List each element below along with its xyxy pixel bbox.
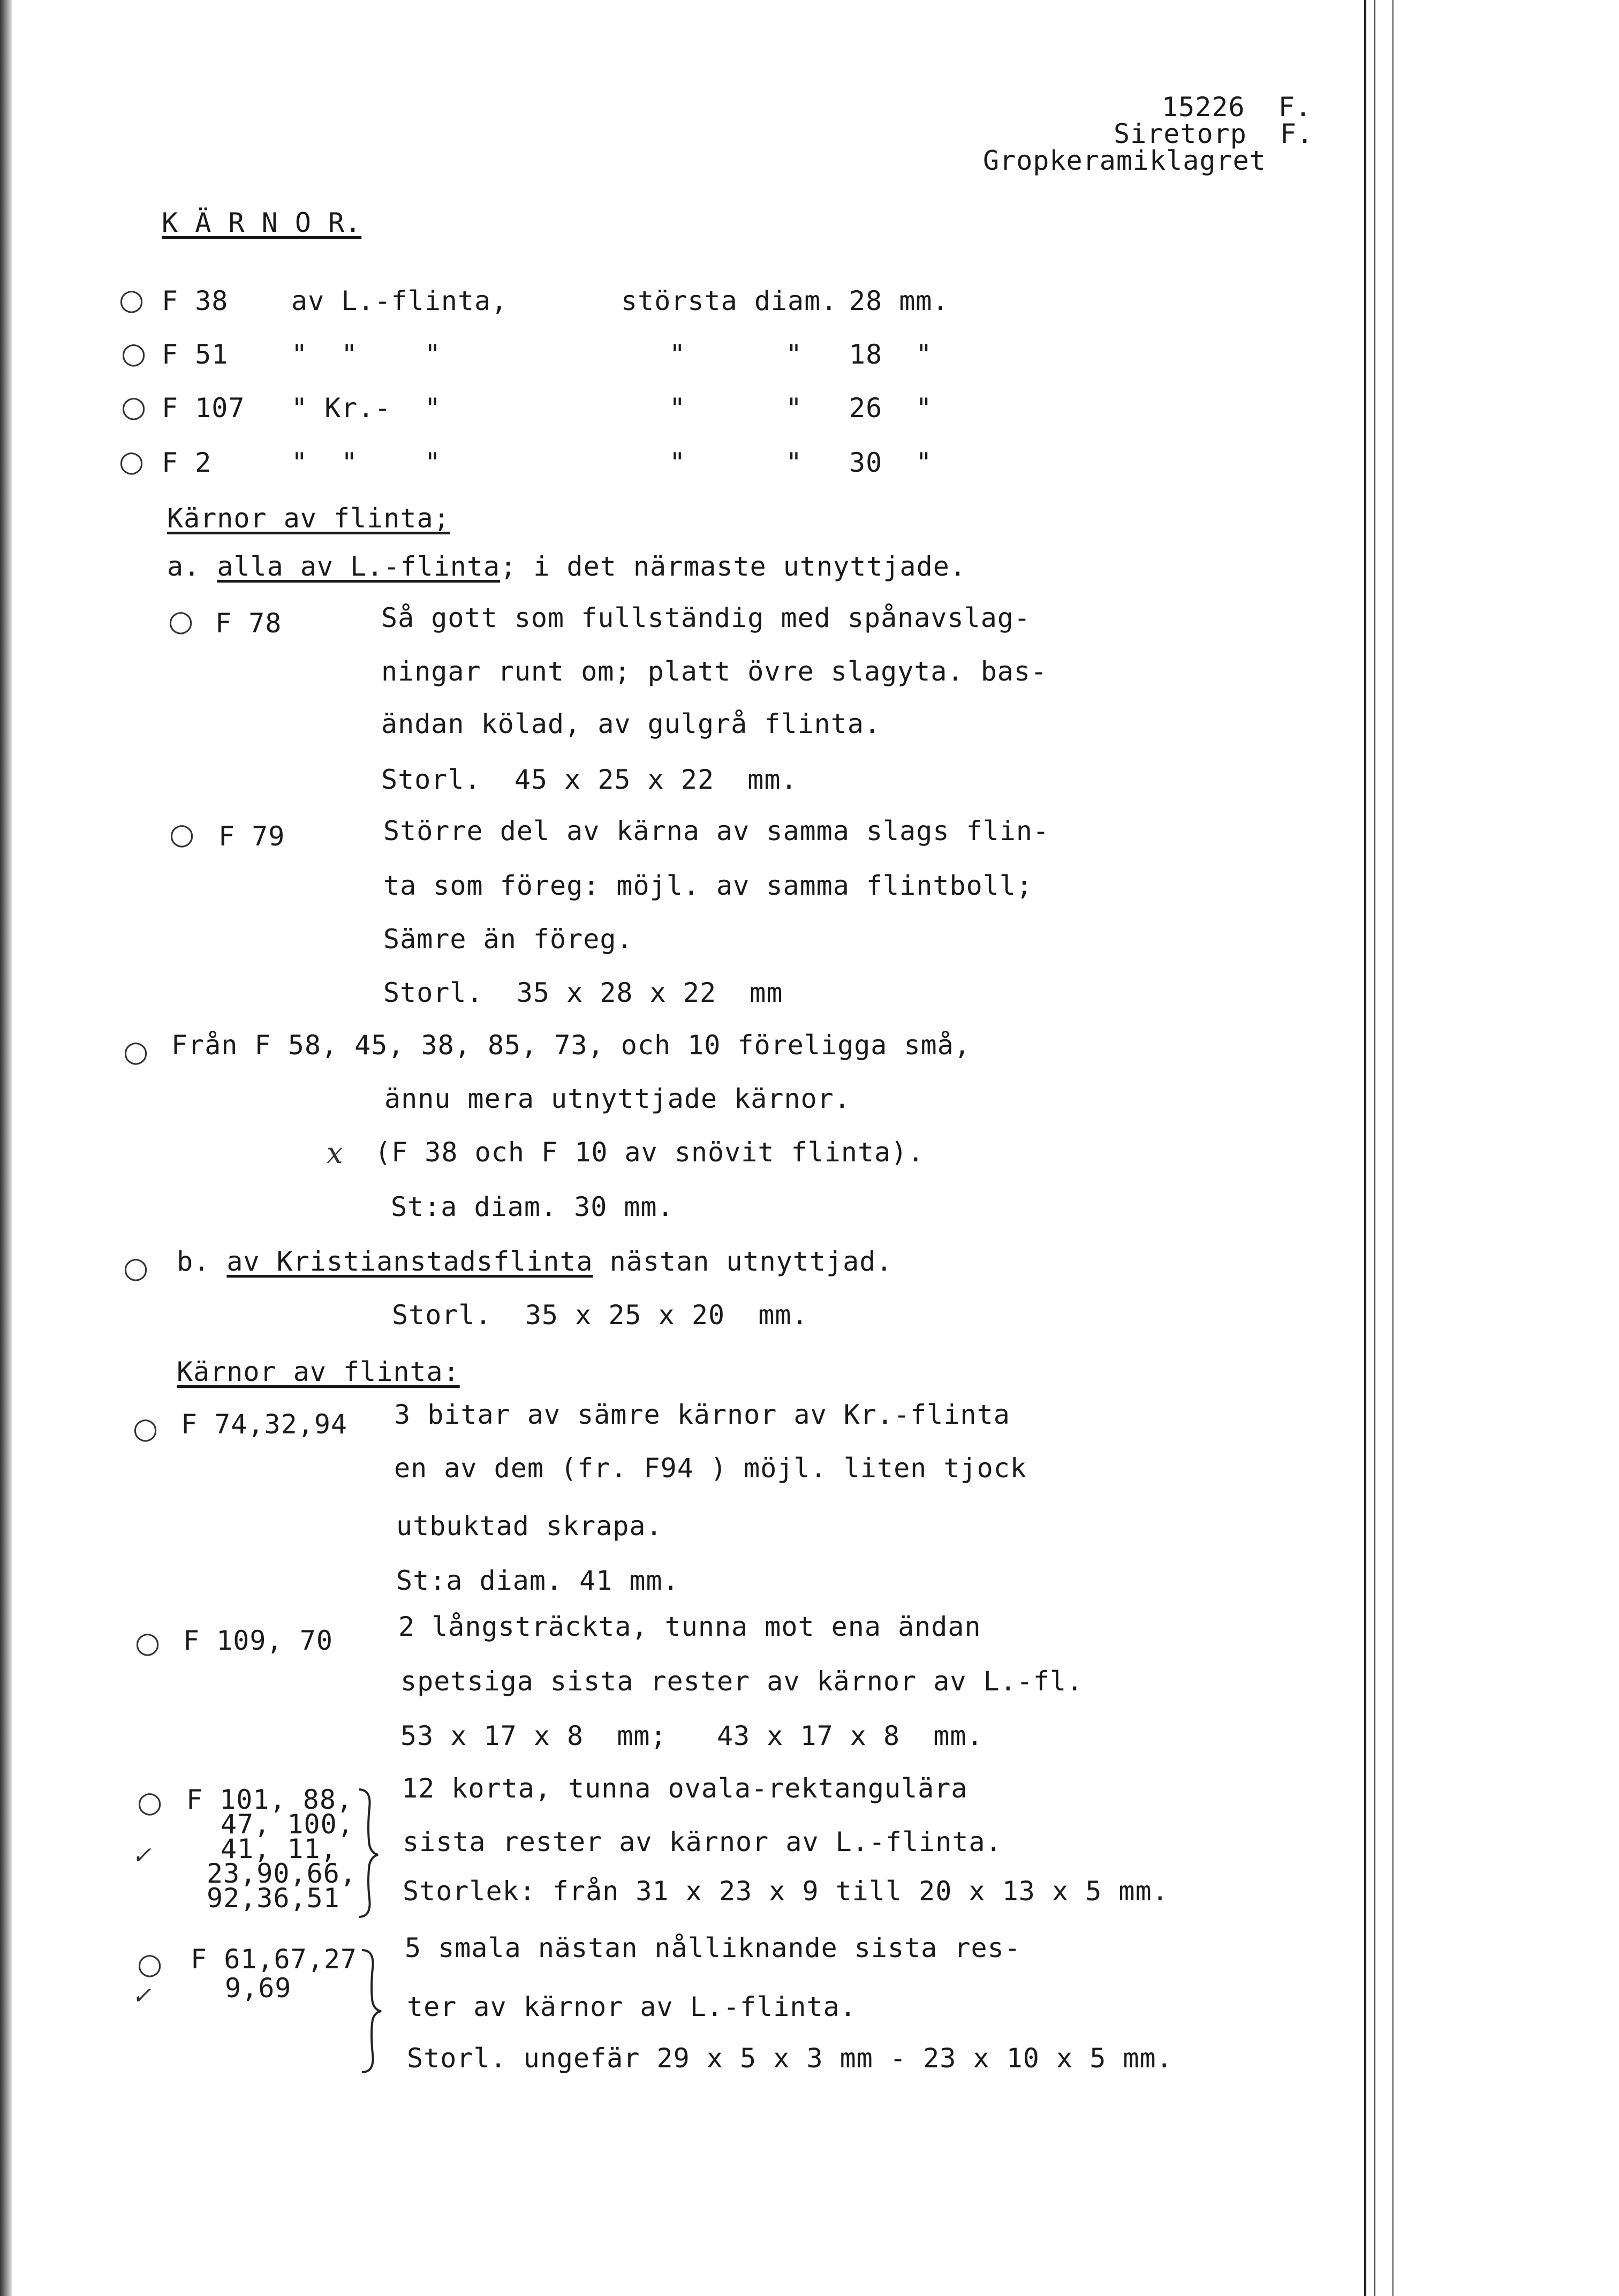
category-b-note: nästan utnyttjad. (593, 1246, 893, 1277)
core-measure-label: " " (669, 447, 803, 478)
item-description-line: 5 smala nästan nålliknande sista res- (405, 1932, 1021, 1963)
check-circle-icon: ○ (133, 1411, 158, 1445)
check-circle-icon: ○ (135, 1626, 161, 1659)
catalog-number: 15226 F. (1162, 92, 1312, 123)
item-description-line: ännu mera utnyttjade kärnor. (384, 1083, 851, 1114)
core-id: F 107 (162, 392, 245, 424)
item-size: Storlek: från 31 x 23 x 9 till 20 x 13 x 5 mm. (403, 1876, 1169, 1907)
category-a-note: ; i det närmaste utnyttjade. (500, 551, 966, 582)
item-description-line: spetsiga sista rester av kärnor av L.-fl. (400, 1666, 1084, 1697)
item-description-line: Sämre än föreg. (383, 924, 633, 955)
item-id: F 78 (215, 608, 282, 639)
site-name: Siretorp F. (1114, 118, 1314, 149)
check-circle-icon: ○ (137, 1785, 163, 1819)
core-measure-label: " " (669, 392, 803, 424)
item-size: Storl. ungefär 29 x 5 x 3 mm - 23 x 10 x 5 mm. (407, 2043, 1173, 2074)
item-description-line: utbuktad skrapa. (396, 1510, 663, 1542)
core-material: " Kr.- " (291, 392, 441, 424)
check-circle-icon: ○ (121, 336, 147, 370)
item-id: 9,69 (225, 1973, 292, 2004)
page-edge-line (1374, 0, 1375, 2296)
book-spine-shadow (0, 0, 12, 2296)
core-material: " " " (291, 339, 441, 370)
right-page-margin (1364, 0, 1619, 2296)
core-diameter: 30 " (849, 447, 933, 478)
item-size: St:a diam. 30 mm. (391, 1191, 674, 1222)
core-measure-label: största diam. (621, 285, 838, 316)
item-size: 53 x 17 x 8 mm; 43 x 17 x 8 mm. (400, 1720, 983, 1751)
item-description-line: Från F 58, 45, 38, 85, 73, och 10 föreligga små, (171, 1030, 971, 1061)
core-material: " " " (291, 447, 441, 478)
item-id: F 79 (218, 821, 285, 852)
core-id: F 2 (162, 447, 212, 478)
check-mark-icon: ✓ (132, 1842, 152, 1869)
page-edge-line (1392, 0, 1394, 2296)
item-id: F 74,32,94 (181, 1409, 348, 1440)
core-material: av L.-flinta, (291, 285, 508, 316)
check-circle-icon: ○ (137, 1947, 163, 1981)
item-description-line: ningar runt om; platt övre slagyta. bas- (381, 656, 1048, 687)
check-circle-icon: ○ (168, 604, 194, 638)
category-a-prefix: a. (167, 551, 217, 582)
item-size: Storl. 35 x 25 x 20 mm. (392, 1300, 808, 1331)
subheading: Kärnor av flinta; (167, 503, 450, 534)
check-circle-icon: ○ (169, 817, 195, 851)
item-description-line: Större del av kärna av samma slags flin- (383, 815, 1050, 847)
item-description-line: (F 38 och F 10 av snövit flinta). (375, 1137, 925, 1168)
item-description-line: ändan kölad, av gulgrå flinta. (381, 708, 881, 739)
page-edge-line (1364, 0, 1366, 2296)
item-description-line: ter av kärnor av L.-flinta. (407, 1991, 857, 2022)
curly-brace-icon (357, 1947, 383, 2075)
core-diameter: 18 " (849, 339, 933, 370)
category-a-title: alla av L.-flinta (217, 551, 501, 582)
core-diameter: 26 " (849, 392, 933, 424)
item-description-line: ta som föreg: möjl. av samma flintboll; (383, 870, 1033, 901)
check-circle-icon: ○ (121, 390, 147, 424)
category-a-line (167, 552, 966, 581)
item-size: Storl. 45 x 25 x 22 mm. (381, 764, 798, 795)
core-measure-label: " " (669, 339, 803, 370)
item-description-line: 2 långsträckta, tunna mot ena ändan (398, 1611, 981, 1642)
section-title: K Ä R N O R. (162, 207, 362, 238)
item-size: Storl. 35 x 28 x 22 mm (383, 977, 783, 1008)
curly-brace-icon (353, 1786, 380, 1920)
core-id: F 38 (162, 285, 229, 316)
item-description-line: 12 korta, tunna ovala-rektangulära (402, 1773, 968, 1804)
check-circle-icon: ○ (123, 1034, 149, 1068)
category-b-title: av Kristianstadsflinta (226, 1246, 593, 1277)
cross-mark-icon: x (327, 1136, 343, 1170)
item-id: 41, 11, (221, 1833, 337, 1864)
item-description-line: en av dem (fr. F94 ) möjl. liten tjock (394, 1453, 1027, 1484)
check-circle-icon: ○ (123, 1251, 149, 1285)
core-diameter: 28 mm. (849, 285, 949, 316)
item-description-line: 3 bitar av sämre kärnor av Kr.-flinta (394, 1399, 1010, 1430)
item-id: 23,90,66, (207, 1858, 357, 1889)
item-description-line: sista rester av kärnor av L.-flinta. (403, 1826, 1002, 1857)
check-circle-icon: ○ (119, 444, 145, 478)
item-size: St:a diam. 41 mm. (396, 1565, 679, 1596)
item-id: F 61,67,27 (191, 1944, 358, 1975)
core-id: F 51 (162, 339, 229, 370)
check-mark-icon: ✓ (132, 1982, 152, 2010)
item-id: F 101, 88, (186, 1784, 353, 1815)
check-circle-icon: ○ (119, 283, 145, 316)
item-id: F 109, 70 (183, 1625, 333, 1656)
category-b-prefix: b. (177, 1246, 227, 1277)
category-b-line (177, 1247, 892, 1277)
item-id: 92,36,51 (207, 1883, 340, 1914)
layer-name: Gropkeramiklagret (983, 145, 1266, 176)
item-id: 47, 100, (221, 1809, 354, 1840)
subheading: Kärnor av flinta: (177, 1356, 460, 1387)
item-description-line: Så gott som fullständig med spånavslag- (381, 602, 1031, 633)
